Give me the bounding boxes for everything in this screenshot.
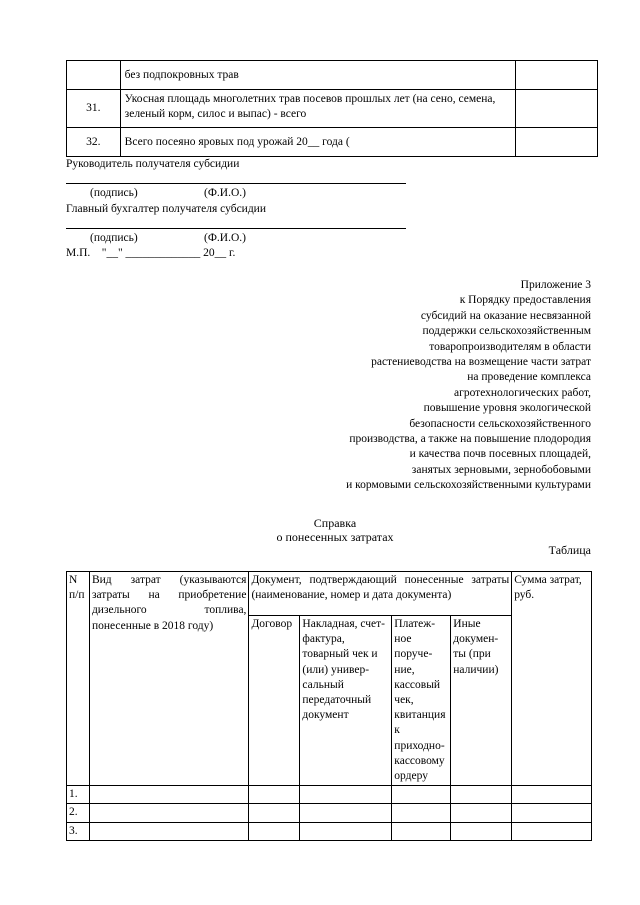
fio-label: (Ф.И.О.) — [204, 232, 246, 244]
cell — [512, 786, 592, 804]
header-num: N п/п — [67, 572, 90, 786]
cell — [89, 822, 249, 840]
table-row — [67, 61, 598, 90]
appendix-header — [300, 278, 591, 494]
cell — [300, 822, 392, 840]
table-row — [67, 128, 598, 157]
table-row — [67, 786, 592, 804]
appendix-line: Приложение 3 — [520, 279, 591, 291]
row-number: 32. — [67, 128, 121, 157]
header-other: Иные докумен-ты (при наличии) — [451, 616, 512, 786]
fio-label: (Ф.И.О.) — [204, 187, 246, 199]
signature-line — [66, 228, 406, 229]
row-text: Всего посеяно яровых под урожай 20__ года ( — [120, 128, 515, 157]
header-invoice: Накладная, счет-фактура, товарный чек и (или) универ-сальный передаточный документ — [300, 616, 392, 786]
cell — [89, 804, 249, 822]
costs-table — [66, 571, 592, 841]
cell — [451, 786, 512, 804]
cell — [392, 786, 451, 804]
row-value — [515, 90, 597, 128]
cell — [300, 804, 392, 822]
table-row — [67, 90, 598, 128]
header-sum: Сумма затрат, руб. — [512, 572, 592, 786]
row-value — [515, 128, 597, 157]
appendix-line: повышение уровня экологической — [423, 402, 591, 415]
header-cost-type: Вид затрат (указываются затраты на приобретение дизельного топлива, понесенные в 2018 году) — [89, 572, 249, 786]
row-number — [67, 61, 121, 90]
appendix-line: поддержки сельскохозяйственным — [422, 325, 591, 338]
sign-label: (подпись) — [90, 232, 138, 244]
row-number: 2. — [67, 804, 90, 822]
appendix-line: и качества почв посевных площадей, — [409, 448, 591, 461]
cell — [249, 804, 300, 822]
appendix-line: и кормовыми сельскохозяйственными культурами — [346, 479, 591, 492]
cell — [451, 804, 512, 822]
subtitle: о понесенных затратах — [276, 530, 394, 544]
signature-line — [66, 183, 406, 184]
row-text: без подпокровных трав — [120, 61, 515, 90]
appendix-line: на проведение комплекса — [467, 371, 591, 384]
stamp-date-line: М.П. "__" _____________ 20__ г. — [66, 247, 236, 259]
table-row — [67, 822, 592, 840]
head-title: Руководитель получателя субсидии — [66, 158, 240, 170]
row-text: Укосная площадь многолетних трав посевов прошлых лет (на сено, семена, зеленый корм, силос и выпас) - всего — [120, 90, 515, 128]
appendix-line: субсидий на оказание несвязанной — [420, 309, 591, 322]
appendix-line: к Порядку предоставления — [459, 294, 591, 307]
appendix-line: производства, а также на повышение плодородия — [349, 433, 591, 446]
document-title — [240, 516, 430, 544]
appendix-line: агротехнологических работ, — [454, 386, 591, 399]
appendix-line: занятых зерновыми, зернобобовыми — [411, 463, 591, 476]
cell — [451, 822, 512, 840]
title: Справка — [313, 516, 357, 530]
top-table — [66, 60, 598, 157]
header-payment: Платеж-ное поруче-ние, кассовый чек, квитанция к приходно-кассовому ордеру — [392, 616, 451, 786]
cell — [392, 804, 451, 822]
cell — [512, 804, 592, 822]
appendix-line: товаропроизводителям в области — [429, 340, 591, 353]
cell — [392, 822, 451, 840]
row-value — [515, 61, 597, 90]
row-number: 31. — [67, 90, 121, 128]
sign-label: (подпись) — [90, 187, 138, 199]
table-label: Таблица — [548, 543, 591, 557]
header-contract: Договор — [249, 616, 300, 786]
appendix-line: растениеводства на возмещение части затрат — [371, 356, 591, 369]
cell — [300, 786, 392, 804]
appendix-line: безопасности сельскохозяйственного — [409, 417, 591, 430]
header-row — [67, 572, 592, 616]
cell — [89, 786, 249, 804]
cell — [249, 786, 300, 804]
table-row — [67, 804, 592, 822]
header-document: Документ, подтверждающий понесенные затраты (наименование, номер и дата документа) — [249, 572, 512, 616]
cell — [512, 822, 592, 840]
row-number: 3. — [67, 822, 90, 840]
row-number: 1. — [67, 786, 90, 804]
cell — [249, 822, 300, 840]
accountant-title: Главный бухгалтер получателя субсидии — [66, 203, 266, 215]
